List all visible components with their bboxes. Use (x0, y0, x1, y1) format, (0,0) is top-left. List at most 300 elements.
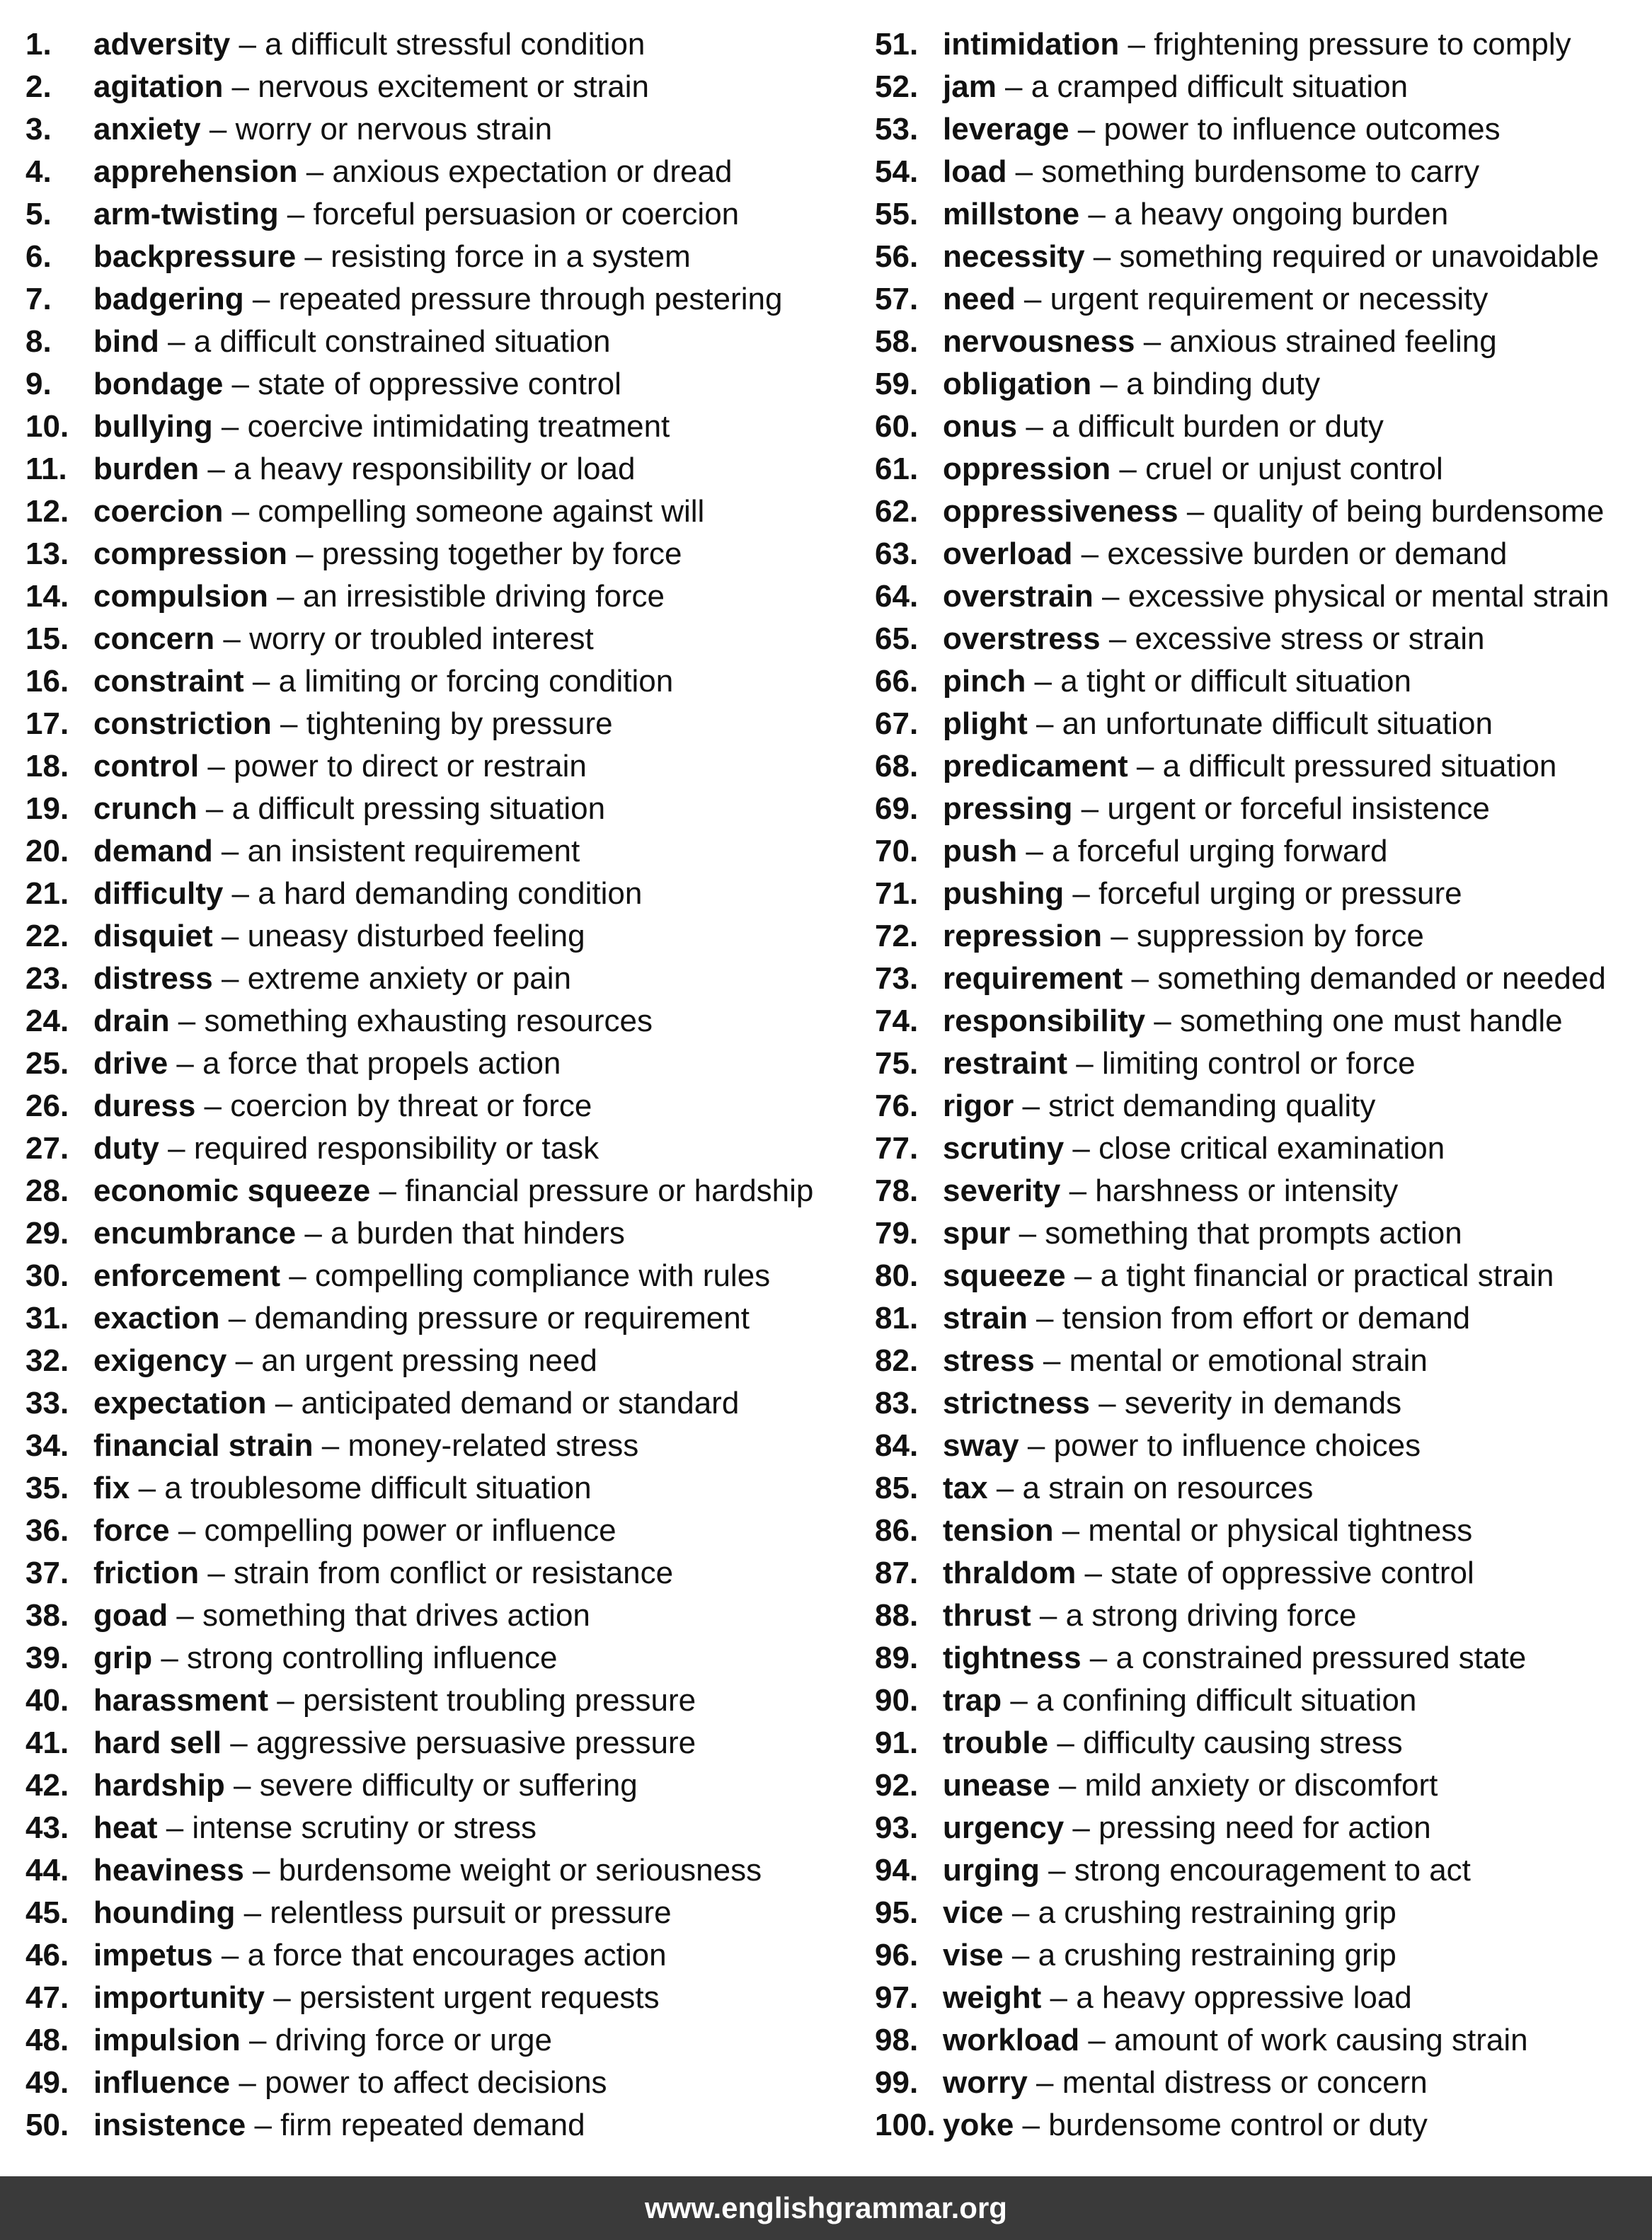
item-definition: mental or emotional strain (1069, 1343, 1428, 1378)
item-separator: – (1101, 919, 1137, 953)
item-text (943, 915, 1424, 958)
item-text (93, 788, 605, 830)
item-definition: severe difficulty or suffering (259, 1768, 638, 1803)
item-word: restraint (943, 1046, 1068, 1081)
item-word: disquiet (93, 919, 213, 953)
item-text (943, 958, 1606, 1000)
item-definition: something that drives action (202, 1598, 590, 1633)
item-separator: – (195, 1089, 231, 1123)
item-separator: – (1084, 239, 1120, 274)
list-item (875, 1807, 1632, 1849)
item-word: oppressiveness (943, 494, 1178, 529)
item-number: 54. (875, 154, 919, 189)
item-definition: amount of work causing strain (1114, 2023, 1528, 2057)
item-separator: – (226, 1343, 262, 1378)
list-item (875, 1297, 1632, 1340)
item-definition: a crushing restraining grip (1038, 1895, 1396, 1930)
item-word: trouble (943, 1725, 1049, 1760)
list-item (875, 448, 1632, 490)
item-text (93, 1849, 762, 1892)
item-separator: – (296, 1216, 331, 1251)
item-definition: financial pressure or hardship (405, 1173, 814, 1208)
item-number: 23. (25, 961, 69, 996)
item-separator: – (1060, 1173, 1096, 1208)
item-number: 21. (25, 876, 69, 911)
item-definition: forceful persuasion or coercion (313, 197, 740, 231)
item-word: exigency (93, 1343, 227, 1378)
item-definition: limiting control or force (1102, 1046, 1416, 1081)
item-definition: something demanded or needed (1157, 961, 1606, 996)
item-text (943, 1297, 1470, 1340)
item-separator: – (1050, 1768, 1085, 1803)
item-word: force (93, 1513, 170, 1548)
item-word: onus (943, 409, 1018, 444)
item-number: 17. (25, 706, 69, 741)
item-text (93, 1255, 770, 1297)
item-text (93, 236, 691, 278)
item-number: 8. (25, 324, 52, 359)
list-item (25, 1977, 854, 2019)
item-text (93, 23, 645, 66)
list-item (25, 575, 854, 618)
item-word: vise (943, 1938, 1004, 1972)
item-number: 31. (25, 1301, 69, 1336)
item-separator: – (1091, 367, 1127, 401)
item-word: trap (943, 1683, 1002, 1718)
item-word: push (943, 834, 1018, 868)
item-number: 57. (875, 282, 919, 316)
list-item (25, 1892, 854, 1934)
item-separator: – (230, 2065, 265, 2100)
item-definition: a confining difficult situation (1036, 1683, 1417, 1718)
item-number: 92. (875, 1768, 919, 1803)
item-definition: strict demanding quality (1048, 1089, 1376, 1123)
item-word: impulsion (93, 2023, 241, 2057)
item-text (943, 703, 1493, 745)
item-definition: strong encouragement to act (1074, 1853, 1471, 1888)
item-number: 98. (875, 2023, 919, 2057)
item-separator: – (996, 69, 1031, 104)
item-separator: – (1178, 494, 1213, 529)
list-item (25, 108, 854, 151)
item-word: requirement (943, 961, 1123, 996)
item-text (93, 1892, 672, 1934)
item-definition: relentless pursuit or pressure (270, 1895, 672, 1930)
item-definition: pressing together by force (321, 536, 682, 571)
item-separator: – (223, 494, 258, 529)
item-separator: – (223, 876, 258, 911)
list-item (875, 1849, 1632, 1892)
list-item (25, 193, 854, 236)
item-separator: – (1010, 1216, 1045, 1251)
item-number: 79. (875, 1216, 919, 1251)
list-item (875, 1510, 1632, 1552)
item-word: sway (943, 1428, 1019, 1463)
item-separator: – (1064, 1131, 1099, 1166)
item-separator: – (243, 664, 279, 699)
item-word: pressing (943, 791, 1073, 826)
item-text (943, 2062, 1428, 2104)
item-text (93, 1595, 590, 1637)
item-text (943, 830, 1388, 873)
item-text (943, 1043, 1416, 1085)
list-item (875, 788, 1632, 830)
item-separator: – (199, 452, 234, 486)
list-item (25, 1552, 854, 1595)
item-text (93, 1425, 638, 1467)
item-number: 65. (875, 621, 919, 656)
item-separator: – (199, 749, 234, 783)
list-item (25, 1807, 854, 1849)
item-separator: – (1079, 2023, 1115, 2057)
item-definition: tension from effort or demand (1062, 1301, 1471, 1336)
item-number: 67. (875, 706, 919, 741)
item-word: burden (93, 452, 200, 486)
item-text (93, 1043, 561, 1085)
item-text (943, 873, 1462, 915)
item-word: tax (943, 1471, 988, 1505)
item-number: 90. (875, 1683, 919, 1718)
list-item (25, 23, 854, 66)
item-text (943, 66, 1408, 108)
item-text (943, 1170, 1398, 1212)
item-definition: forceful urging or pressure (1099, 876, 1462, 911)
item-definition: aggressive persuasive pressure (256, 1725, 696, 1760)
item-definition: severity in demands (1124, 1386, 1402, 1420)
item-word: concern (93, 621, 215, 656)
item-definition: anxious strained feeling (1169, 324, 1497, 359)
item-definition: a force that propels action (202, 1046, 561, 1081)
list-item (25, 1764, 854, 1807)
item-definition: suppression by force (1136, 919, 1424, 953)
item-definition: a heavy oppressive load (1076, 1980, 1412, 2015)
list-item (875, 1170, 1632, 1212)
item-number: 32. (25, 1343, 69, 1378)
list-item (875, 1255, 1632, 1297)
list-item (875, 363, 1632, 406)
item-text (943, 1722, 1403, 1764)
item-separator: – (169, 1513, 205, 1548)
item-definition: a strain on resources (1022, 1471, 1314, 1505)
list-item (25, 1085, 854, 1127)
list-item (875, 151, 1632, 193)
list-item (875, 1043, 1632, 1085)
item-number: 76. (875, 1089, 919, 1123)
list-item (25, 2019, 854, 2062)
item-separator: – (1006, 154, 1042, 189)
item-word: duress (93, 1089, 196, 1123)
item-separator: – (268, 579, 303, 614)
item-word: expectation (93, 1386, 267, 1420)
item-definition: urgent requirement or necessity (1050, 282, 1488, 316)
item-number: 94. (875, 1853, 919, 1888)
item-definition: a difficult pressing situation (231, 791, 606, 826)
item-separator: – (313, 1428, 348, 1463)
list-item (25, 1297, 854, 1340)
item-number: 82. (875, 1343, 919, 1378)
list-item (875, 1637, 1632, 1679)
item-text (943, 2104, 1428, 2147)
item-number: 13. (25, 536, 69, 571)
item-text (93, 1552, 673, 1595)
item-separator: – (212, 409, 248, 444)
footer-bar (0, 2176, 1652, 2240)
list-item (25, 1212, 854, 1255)
item-definition: mental distress or concern (1062, 2065, 1428, 2100)
item-separator: – (1123, 961, 1158, 996)
item-definition: something exhausting resources (204, 1004, 653, 1038)
item-text (93, 278, 782, 321)
item-number: 93. (875, 1810, 919, 1845)
list-item (25, 1722, 854, 1764)
word-list-column-left (25, 23, 854, 2147)
item-text (943, 1255, 1554, 1297)
item-separator: – (168, 1046, 203, 1081)
item-definition: mental or physical tightness (1088, 1513, 1473, 1548)
item-definition: an insistent requirement (247, 834, 580, 868)
item-separator: – (1135, 324, 1170, 359)
item-separator: – (1027, 706, 1062, 741)
item-word: encumbrance (93, 1216, 297, 1251)
item-text (93, 66, 649, 108)
item-separator: – (1064, 1810, 1099, 1845)
item-definition: resisting force in a system (331, 239, 691, 274)
item-number: 89. (875, 1641, 919, 1675)
item-text (93, 1297, 750, 1340)
list-item (25, 448, 854, 490)
list-item (875, 2062, 1632, 2104)
item-text (943, 1977, 1412, 2019)
item-separator: – (168, 1598, 203, 1633)
item-definition: a tight or difficult situation (1060, 664, 1411, 699)
item-definition: coercive intimidating treatment (247, 409, 670, 444)
item-number: 85. (875, 1471, 919, 1505)
item-definition: a difficult pressured situation (1162, 749, 1557, 783)
item-separator: – (1027, 1301, 1062, 1336)
item-text (93, 448, 635, 490)
item-word: anxiety (93, 112, 201, 147)
item-separator: – (200, 112, 236, 147)
item-text (943, 1382, 1401, 1425)
item-definition: quality of being burdensome (1212, 494, 1605, 529)
item-text (93, 1127, 599, 1170)
item-number: 81. (875, 1301, 919, 1336)
list-item (25, 745, 854, 788)
item-text (93, 1807, 537, 1849)
item-definition: coercion by threat or force (230, 1089, 592, 1123)
item-definition: frightening pressure to comply (1154, 27, 1571, 62)
list-item (875, 660, 1632, 703)
item-definition: a difficult stressful condition (265, 27, 646, 62)
item-definition: nervous excitement or strain (258, 69, 649, 104)
item-word: constraint (93, 664, 244, 699)
item-word: harassment (93, 1683, 269, 1718)
item-definition: money-related stress (348, 1428, 639, 1463)
list-item (875, 108, 1632, 151)
item-number: 100. (875, 2108, 936, 2142)
item-text (93, 1382, 739, 1425)
item-word: millstone (943, 197, 1080, 231)
item-number: 78. (875, 1173, 919, 1208)
list-item (875, 236, 1632, 278)
item-separator: – (287, 536, 322, 571)
list-item (25, 660, 854, 703)
item-text (943, 745, 1556, 788)
list-item (25, 406, 854, 448)
item-word: crunch (93, 791, 197, 826)
item-number: 29. (25, 1216, 69, 1251)
list-item (25, 1425, 854, 1467)
item-separator: – (240, 2023, 275, 2057)
item-definition: tightening by pressure (306, 706, 613, 741)
item-word: adversity (93, 27, 231, 62)
item-text (943, 1212, 1462, 1255)
item-definition: state of oppressive control (1111, 1556, 1474, 1590)
list-item (25, 1043, 854, 1085)
item-text (93, 1637, 557, 1679)
list-item (25, 151, 854, 193)
item-separator: – (157, 1810, 193, 1845)
item-text (93, 1467, 592, 1510)
item-definition: a heavy ongoing burden (1114, 197, 1449, 231)
item-separator: – (1003, 1938, 1038, 1972)
list-item (875, 321, 1632, 363)
list-item (25, 1255, 854, 1297)
item-separator: – (1064, 876, 1099, 911)
item-separator: – (219, 1301, 255, 1336)
item-separator: – (1119, 27, 1154, 62)
item-word: nervousness (943, 324, 1135, 359)
item-number: 48. (25, 2023, 69, 2057)
list-item (875, 406, 1632, 448)
item-text (93, 1212, 625, 1255)
footer-website-link[interactable]: www.englishgrammar.org (645, 2191, 1007, 2224)
item-number: 16. (25, 664, 69, 699)
list-item (875, 873, 1632, 915)
item-definition: demanding pressure or requirement (254, 1301, 750, 1336)
item-definition: extreme anxiety or pain (247, 961, 572, 996)
item-text (943, 321, 1497, 363)
item-separator: – (159, 324, 194, 359)
item-text (93, 406, 670, 448)
item-number: 11. (25, 452, 67, 486)
item-number: 95. (875, 1895, 919, 1930)
list-item (875, 830, 1632, 873)
item-text (93, 618, 594, 660)
item-definition: a cramped difficult situation (1031, 69, 1409, 104)
item-separator: – (1093, 579, 1128, 614)
item-separator: – (1041, 1980, 1077, 2015)
item-separator: – (1027, 2065, 1062, 2100)
item-number: 42. (25, 1768, 69, 1803)
item-separator: – (243, 282, 279, 316)
item-number: 40. (25, 1683, 69, 1718)
item-definition: close critical examination (1099, 1131, 1445, 1166)
item-number: 83. (875, 1386, 919, 1420)
item-text (943, 490, 1604, 533)
item-definition: power to influence outcomes (1103, 112, 1501, 147)
item-number: 12. (25, 494, 69, 529)
item-word: leverage (943, 112, 1069, 147)
item-text (93, 1170, 813, 1212)
item-separator: – (1014, 1089, 1049, 1123)
item-separator: – (1128, 749, 1163, 783)
item-separator: – (230, 27, 265, 62)
item-number: 87. (875, 1556, 919, 1590)
item-number: 53. (875, 112, 919, 147)
item-definition: anticipated demand or standard (301, 1386, 740, 1420)
item-separator: – (223, 69, 258, 104)
item-separator: – (1017, 409, 1052, 444)
item-number: 51. (875, 27, 919, 62)
item-word: pinch (943, 664, 1026, 699)
list-item (25, 958, 854, 1000)
item-number: 80. (875, 1258, 919, 1293)
item-definition: a limiting or forcing condition (278, 664, 674, 699)
item-number: 18. (25, 749, 69, 783)
item-separator: – (246, 2108, 281, 2142)
item-separator: – (1015, 282, 1050, 316)
item-number: 75. (875, 1046, 919, 1081)
item-separator: – (271, 706, 306, 741)
item-separator: – (212, 961, 248, 996)
item-separator: – (268, 1683, 303, 1718)
list-item (25, 830, 854, 873)
item-text (943, 406, 1384, 448)
item-separator: – (296, 239, 331, 274)
item-word: duty (93, 1131, 159, 1166)
item-number: 60. (875, 409, 919, 444)
list-item (25, 788, 854, 830)
item-definition: repeated pressure through pestering (278, 282, 783, 316)
item-separator: – (130, 1471, 165, 1505)
item-definition: an irresistible driving force (302, 579, 665, 614)
item-word: urgency (943, 1810, 1065, 1845)
item-number: 58. (875, 324, 919, 359)
item-definition: harshness or intensity (1095, 1173, 1399, 1208)
item-separator: – (197, 791, 232, 826)
item-text (943, 1510, 1472, 1552)
item-separator: – (280, 1258, 315, 1293)
item-text (93, 1977, 660, 2019)
item-separator: – (1072, 791, 1108, 826)
list-item (25, 490, 854, 533)
item-definition: compelling power or influence (204, 1513, 616, 1548)
item-definition: a crushing restraining grip (1038, 1938, 1396, 1972)
item-text (93, 575, 665, 618)
item-text (943, 236, 1599, 278)
list-item (875, 1977, 1632, 2019)
item-text (943, 151, 1479, 193)
list-item (25, 278, 854, 321)
item-separator: – (1014, 2108, 1049, 2142)
item-definition: an urgent pressing need (261, 1343, 597, 1378)
item-word: overstrain (943, 579, 1094, 614)
item-definition: persistent troubling pressure (302, 1683, 696, 1718)
item-text (93, 1085, 592, 1127)
list-item (875, 1552, 1632, 1595)
item-number: 66. (875, 664, 919, 699)
item-definition: power to influence choices (1053, 1428, 1421, 1463)
item-word: unease (943, 1768, 1050, 1803)
list-item (25, 1000, 854, 1043)
item-definition: strain from conflict or resistance (234, 1556, 674, 1590)
item-text (93, 1000, 653, 1043)
item-number: 7. (25, 282, 52, 316)
item-text (943, 1764, 1438, 1807)
item-number: 47. (25, 1980, 69, 2015)
list-item (875, 1595, 1632, 1637)
